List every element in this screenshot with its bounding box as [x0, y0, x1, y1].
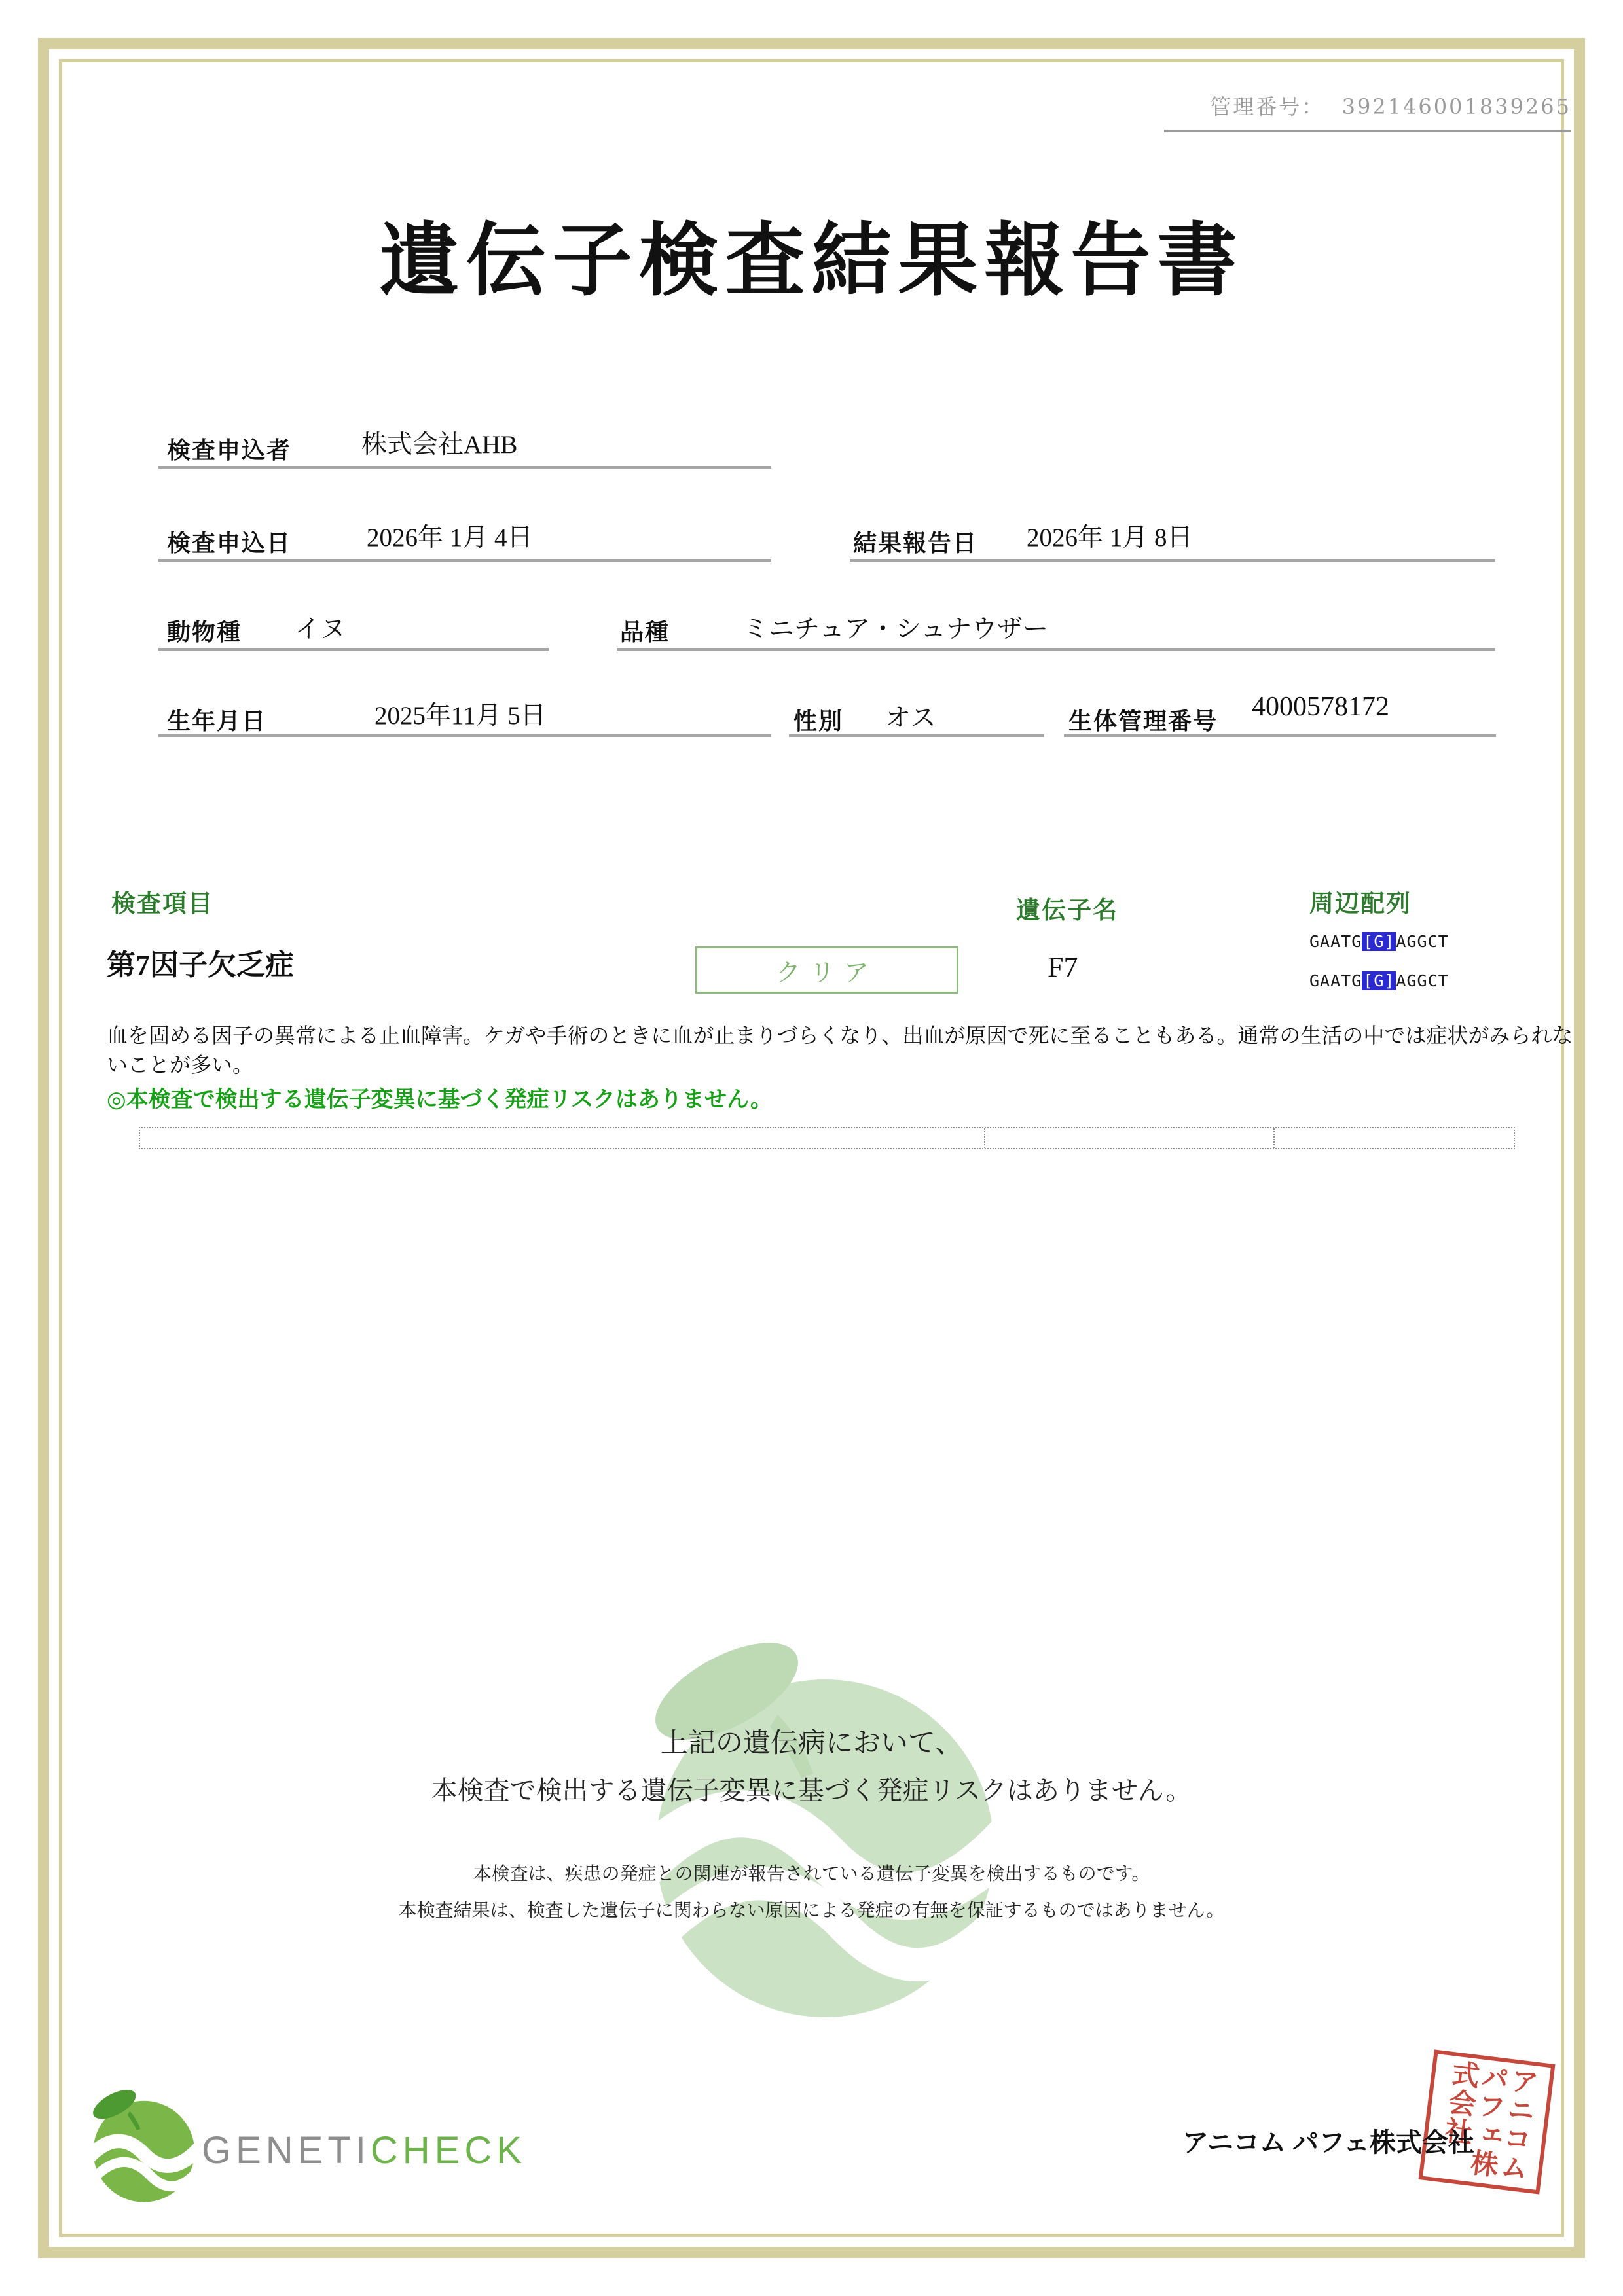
field-underline [617, 648, 1495, 651]
field-underline [789, 734, 1044, 737]
summary-disclaimer-1: 本検査は、疾患の発症との関連が報告されている遺伝子変異を検出するものです。 [473, 1863, 1150, 1884]
control-number-underline [1164, 130, 1571, 132]
dotted-separator-row [139, 1127, 1515, 1149]
control-number-label: 管理番号： [1210, 94, 1325, 119]
applicant-value: 株式会社AHB [361, 431, 518, 459]
risk-note: ◎本検査で検出する遺伝子変異に基づく発症リスクはありません。 [107, 1088, 773, 1112]
sequence-suffix: AGGCT [1396, 932, 1449, 951]
gene-name-value: F7 [1048, 951, 1078, 983]
sequence-line-2 [1309, 971, 1449, 990]
sex-label: 性別 [793, 708, 844, 734]
sequence-variant: [G] [1363, 932, 1395, 951]
field-underline [1064, 734, 1496, 737]
field-underline [850, 559, 1495, 562]
wordmark-geneti: GENETI [202, 2129, 371, 2172]
apply-date-label: 検査申込日 [167, 530, 292, 556]
sequence-header: 周辺配列 [1309, 891, 1412, 918]
geneticheck-logo-icon [84, 2088, 202, 2206]
species-label: 動物種 [167, 619, 242, 645]
test-item-header: 検査項目 [111, 891, 213, 918]
control-number-value: 392146001839265 [1341, 94, 1571, 119]
summary-disclaimer-2: 本検査結果は、検査した遺伝子に関わらない原因による発症の有無を保証するものではありません。 [398, 1900, 1225, 1920]
control-number [1152, 90, 1571, 120]
report-date-label: 結果報告日 [853, 530, 978, 556]
birth-date-label: 生年月日 [167, 708, 267, 734]
company-seal-text: アニコムパフェ株式会社 [1439, 2058, 1539, 2183]
test-item-name: 第7因子欠乏症 [107, 949, 294, 981]
dotted-cell [140, 1128, 985, 1148]
breed-label: 品種 [620, 619, 670, 645]
sequence-variant: [G] [1363, 971, 1395, 990]
result-badge [695, 946, 958, 994]
sex-value: オス [885, 704, 936, 732]
field-underline [158, 734, 771, 737]
summary-line-1: 上記の遺伝病において、 [660, 1727, 963, 1758]
dotted-cell [985, 1128, 1275, 1148]
apply-date-value: 2026年 1月 4日 [367, 524, 533, 552]
field-underline [158, 466, 771, 469]
breed-value: ミニチュア・シュナウザー [743, 615, 1049, 643]
sequence-suffix: AGGCT [1396, 971, 1449, 990]
summary-block [0, 1721, 1623, 1922]
species-value: イヌ [295, 615, 346, 643]
animal-id-value: 4000578172 [1252, 692, 1389, 722]
animal-id-label: 生体管理番号 [1068, 708, 1218, 734]
report-date-value: 2026年 1月 8日 [1027, 524, 1193, 552]
summary-line-2: 本検査で検出する遺伝子変異に基づく発症リスクはありません。 [431, 1776, 1192, 1805]
dotted-cell [1275, 1128, 1514, 1148]
field-underline [158, 648, 549, 651]
birth-date-value: 2025年11月 5日 [374, 702, 546, 730]
field-underline [158, 559, 771, 562]
wordmark-check: CHECK [370, 2129, 526, 2172]
page-title: 遺伝子検査結果報告書 [379, 217, 1244, 306]
sequence-line-1 [1309, 932, 1449, 951]
sequence-prefix: GAATG [1309, 971, 1362, 990]
result-badge-label: クリア [775, 959, 878, 987]
applicant-label: 検査申込者 [167, 437, 292, 463]
company-name: アニコム パフェ株式会社 [1182, 2128, 1474, 2157]
sequence-prefix: GAATG [1309, 932, 1362, 951]
geneticheck-wordmark [202, 2128, 526, 2172]
gene-name-header: 遺伝子名 [1016, 897, 1118, 924]
disease-description: 血を固める因子の異常による止血障害。ケガや手術のときに血が止まりづらくなり、出血が原因で死に至ることもある。通常の生活の中では症状がみられないことが多い。 [107, 1024, 1573, 1077]
